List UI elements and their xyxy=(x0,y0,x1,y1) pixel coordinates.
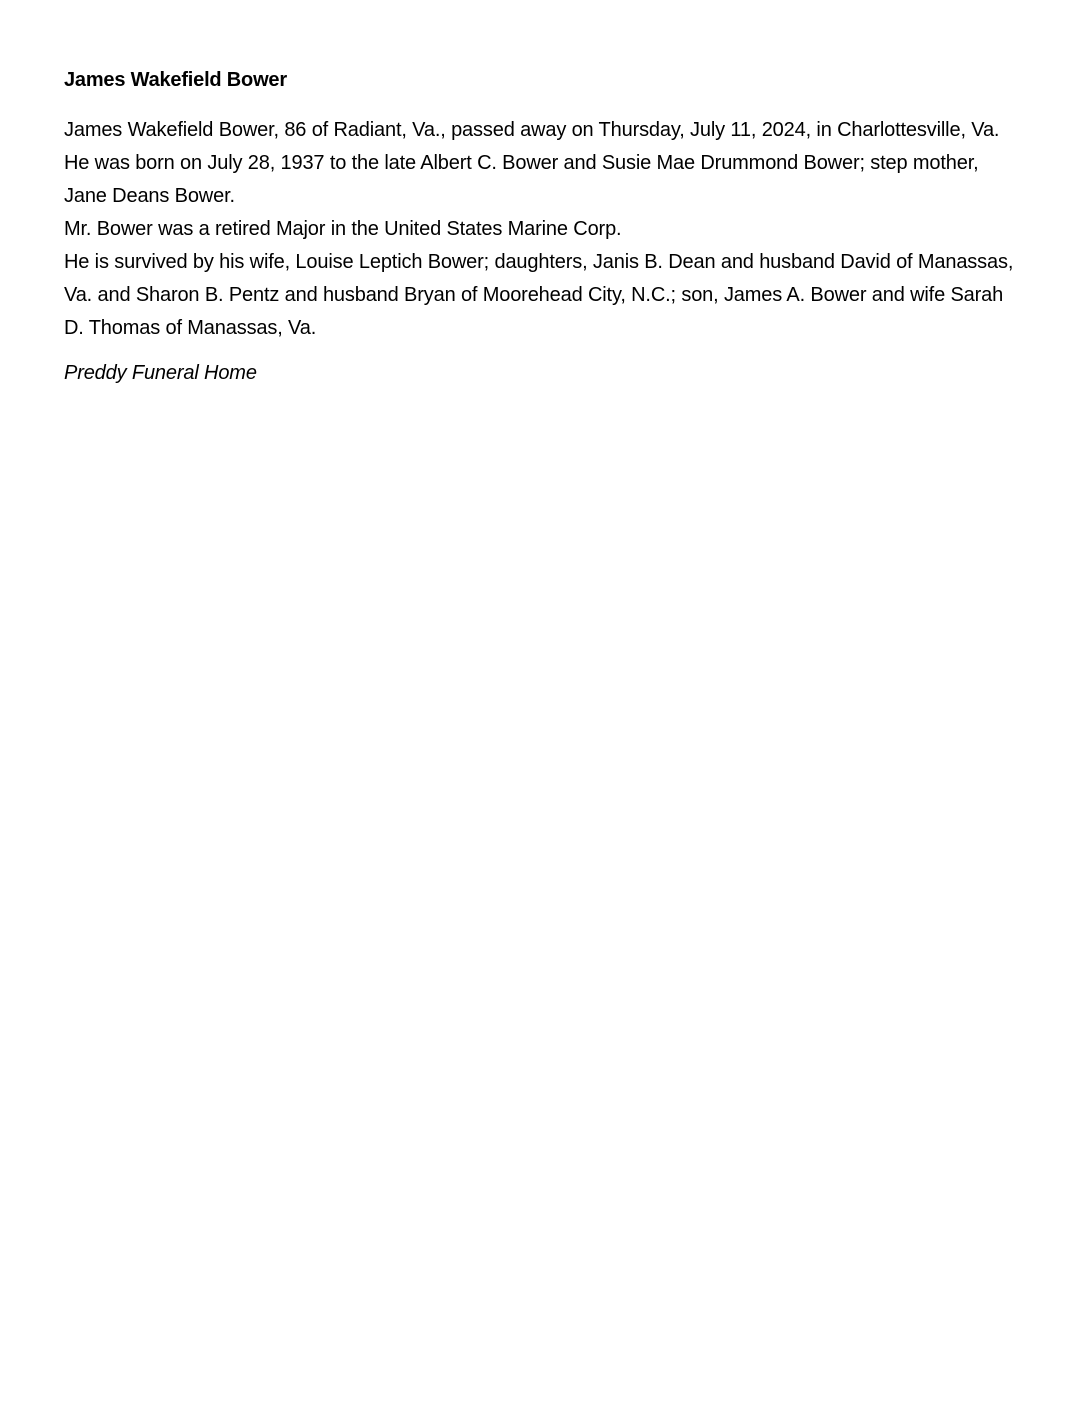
obituary-paragraph-survivors: He is survived by his wife, Louise Leptich Bower; daughters, Janis B. Dean and husband David of Manassas, Va. and Sharon B. Pentz and husband Bryan of Moorehead City, N.C.; son, James A. Bower and wife Sarah D. Thomas of Manassas, Va. xyxy=(64,251,1014,339)
obituary-paragraph-military: Mr. Bower was a retired Major in the United States Marine Corp. xyxy=(64,218,622,240)
obituary-paragraph-death-birth: James Wakefield Bower, 86 of Radiant, Va., passed away on Thursday, July 11, 2024, in Charlottesville, Va. He was born on July 28, 1937 to the late Albert C. Bower and Susie Mae Drummond Bower; step mother, Jane Deans Bower. xyxy=(64,119,1000,207)
obituary-body xyxy=(64,114,1024,345)
obituary-content xyxy=(64,66,1024,387)
obituary-title: James Wakefield Bower xyxy=(64,69,287,91)
funeral-home-signature: Preddy Funeral Home xyxy=(64,362,257,384)
